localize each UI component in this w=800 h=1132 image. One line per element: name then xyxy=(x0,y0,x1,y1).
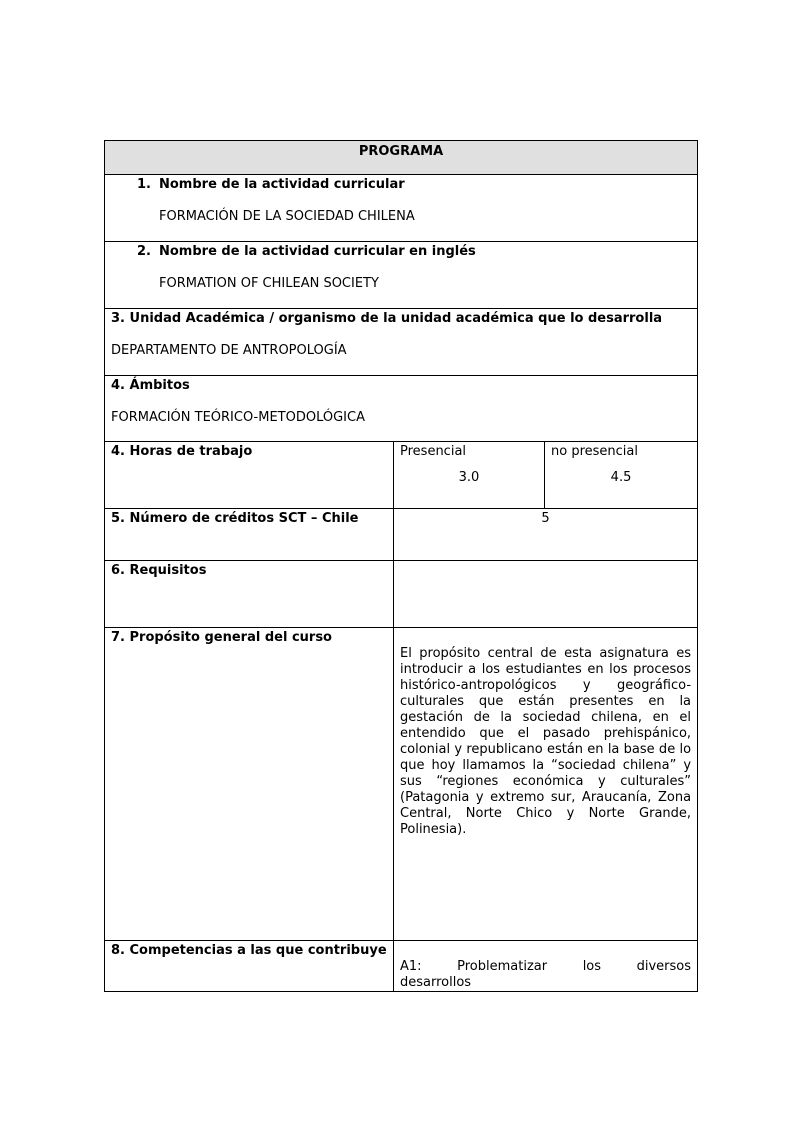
item2-number: 2. xyxy=(137,244,151,259)
no-presencial-label: no presencial xyxy=(551,444,638,459)
hours-title: 4. Horas de trabajo xyxy=(111,444,253,459)
program-table xyxy=(104,140,698,992)
program-header xyxy=(105,141,698,175)
item1-value: FORMACIÓN DE LA SOCIEDAD CHILENA xyxy=(159,209,415,224)
item4a-value: FORMACIÓN TEÓRICO-METODOLÓGICA xyxy=(111,410,365,425)
competencias-title: 8. Competencias a las que contribuye xyxy=(111,943,387,958)
row-ambitos xyxy=(105,376,698,442)
purpose-text: El propósito central de esta asignatura es introducir a los estudiantes en los procesos histórico-antropológicos y geográfico-culturales que están presentes en la gestación de la sociedad chilena, en el entendido que el pasado prehispánico, colonial y republicano están en la base de lo que hoy llamamos la “sociedad chilena” y sus “regiones económica y culturales” (Patagonia y extremo sur, Araucanía, Zona Central, Norte Chico y Norte Grande, Polinesia). xyxy=(400,646,692,837)
item1-title: Nombre de la actividad curricular xyxy=(159,177,405,192)
item1-number: 1. xyxy=(137,177,151,192)
row-academic-unit xyxy=(105,309,698,376)
hours-label-cell xyxy=(105,442,394,509)
row-activity-name xyxy=(105,175,698,242)
competencias-text-cell xyxy=(394,941,698,992)
credits-label-cell xyxy=(105,509,394,561)
no-presencial-value: 4.5 xyxy=(610,470,632,485)
requisitos-value xyxy=(394,561,697,563)
credits-value: 5 xyxy=(541,511,550,526)
purpose-text-cell xyxy=(394,628,698,941)
hours-no-presencial-cell xyxy=(545,442,698,509)
hours-presencial-cell xyxy=(394,442,545,509)
item4a-title: 4. Ámbitos xyxy=(111,378,190,393)
requisitos-value-cell xyxy=(394,561,698,628)
row-activity-name-english xyxy=(105,242,698,309)
program-title: PROGRAMA xyxy=(358,144,444,159)
credits-value-cell xyxy=(394,509,698,561)
competencias-label-cell xyxy=(105,941,394,992)
item3-value: DEPARTAMENTO DE ANTROPOLOGÍA xyxy=(111,343,347,358)
purpose-title: 7. Propósito general del curso xyxy=(111,630,332,645)
requisitos-title: 6. Requisitos xyxy=(111,563,207,578)
purpose-label-cell xyxy=(105,628,394,941)
presencial-label: Presencial xyxy=(400,444,467,459)
competencias-text: A1: Problematizar los diversos desarrollos xyxy=(400,959,692,990)
credits-title: 5. Número de créditos SCT – Chile xyxy=(111,511,359,526)
item3-title: 3. Unidad Académica / organismo de la unidad académica que lo desarrolla xyxy=(111,311,663,326)
requisitos-label-cell xyxy=(105,561,394,628)
presencial-value: 3.0 xyxy=(458,470,480,485)
item2-value: FORMATION OF CHILEAN SOCIETY xyxy=(159,276,379,291)
item2-title: Nombre de la actividad curricular en inglés xyxy=(159,244,476,259)
